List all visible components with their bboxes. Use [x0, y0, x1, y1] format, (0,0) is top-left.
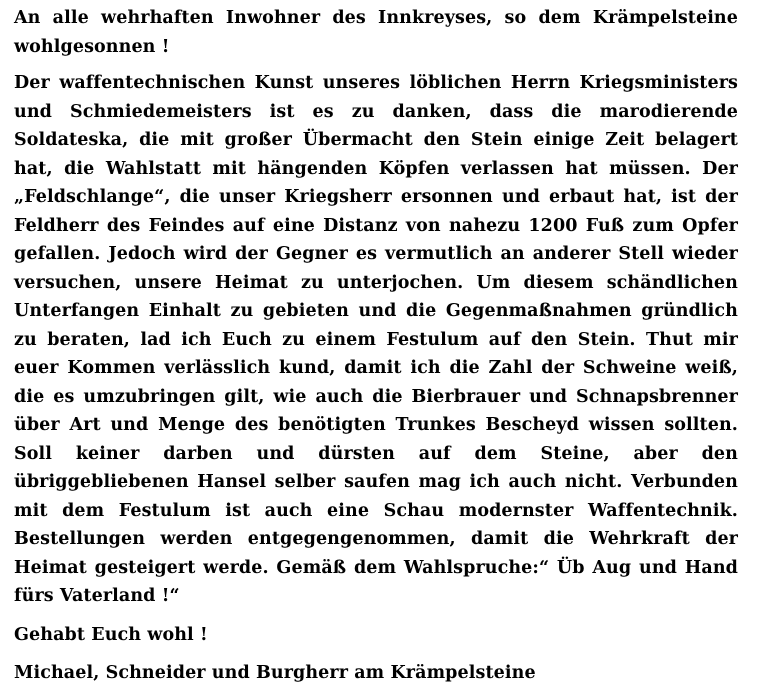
body-paragraph: Der waffentechnischen Kunst unseres löblichen Herrn Kriegsministers und Schmiedemeisters ist es zu danken, dass die marodierende Soldateska, die mit großer Übermacht den Stein einige Zeit belagert hat, die Wahlstatt mit hängenden Köpfen verlassen hat müssen. Der „Feldschlange“, die unser Kriegsherr ersonnen und erbaut hat, ist der Feldherr des Feindes auf eine Distanz von nahezu 1200 Fuß zum Opfer gefallen. Jedoch wird der Gegner es vermutlich an anderer Stell wieder versuchen, unsere Heimat zu unterjochen. Um diesem schändlichen Unterfangen Einhalt zu gebieten und die Gegenmaßnahmen gründlich zu beraten, lad ich Euch zu einem Festulum auf den Stein. Thut mir euer Kommen verlässlich kund, damit ich die Zahl der Schweine weiß, die es umzubringen gilt, wie auch die Bierbrauer und Schnapsbrenner über Art und Menge des benötigten Trunkes Bescheyd wissen sollten. Soll keiner darben und dürsten auf dem Steine, aber den übriggebliebenen Hansel selber saufen mag ich auch nicht. Verbunden mit dem Festulum ist auch eine Schau modernster Waffentechnik. Bestellungen werden entgegengenommen, damit die Wehrkraft der Heimat gesteigert werde. Gemäß dem Wahlspruche:“ Üb Aug und Hand fürs Vaterland !“ [14, 73, 738, 606]
signature-paragraph: Michael, Schneider und Burgherr am Krämpelsteine [14, 663, 536, 683]
salutation-paragraph: An alle wehrhaften Inwohner des Innkreyses, so dem Krämpelsteine wohlgesonnen ! [14, 8, 738, 57]
closing-paragraph: Gehabt Euch wohl ! [14, 624, 208, 645]
letter-document [14, 4, 738, 688]
